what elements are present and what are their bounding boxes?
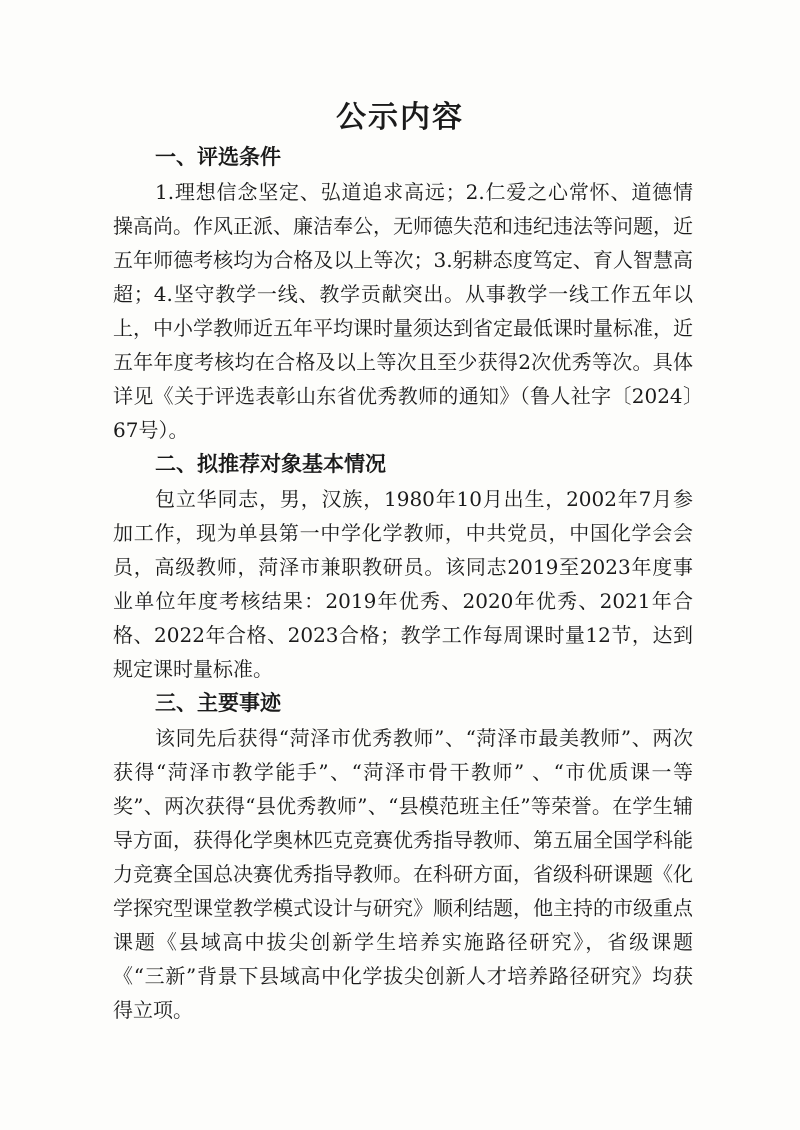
section-heading: 一、评选条件 bbox=[155, 145, 281, 169]
document-body bbox=[113, 140, 693, 1027]
section-candidate-info bbox=[113, 447, 693, 686]
section-selection-criteria bbox=[113, 140, 693, 447]
section-heading: 三、主要事迹 bbox=[155, 691, 281, 715]
section-paragraph: 包立华同志，男，汉族，1980年10月出生，2002年7月参加工作，现为单县第一中学化学教师，中共党员，中国化学会会员，高级教师，菏泽市兼职教研员。该同志2019至2023年度事业单位年度考核结果：2019年优秀、2020年优秀、2021年合格、2022年合格、2023合格；教学工作每周课时量12节，达到规定课时量标准。 bbox=[113, 487, 693, 681]
section-paragraph: 该同先后获得“菏泽市优秀教师”、“菏泽市最美教师”、两次获得“菏泽市教学能手”、“菏泽市骨干教师” 、“市优质课一等奖”、两次获得“县优秀教师”、“县模范班主任”等荣誉。在学生辅导方面，获得化学奥林匹克竞赛优秀指导教师、第五届全国学科能力竞赛全国总决赛优秀指导教师。在科研方面，省级科研课题《化学探究型课堂教学模式设计与研究》顺利结题，他主持的市级重点课题《县域高中拔尖创新学生培养实施路径研究》，省级课题《“三新”背景下县域高中化学拔尖创新人才培养路径研究》均获得立项。 bbox=[113, 726, 693, 1022]
page-title: 公示内容 bbox=[336, 100, 464, 135]
section-paragraph: 1.理想信念坚定、弘道追求高远；2.仁爱之心常怀、道德情操高尚。作风正派、廉洁奉公，无师德失范和违纪违法等问题，近五年师德考核均为合格及以上等次；3.躬耕态度笃定、育人智慧高超；4.坚守教学一线、教学贡献突出。从事教学一线工作五年以上，中小学教师近五年平均课时量须达到省定最低课时量标准，近五年年度考核均在合格及以上等次且至少获得2次优秀等次。具体详见《关于评选表彰山东省优秀教师的通知》（鲁人社字〔2024〕67号）。 bbox=[113, 180, 693, 442]
section-heading: 二、拟推荐对象基本情况 bbox=[155, 452, 386, 476]
section-main-achievements bbox=[113, 686, 693, 1027]
